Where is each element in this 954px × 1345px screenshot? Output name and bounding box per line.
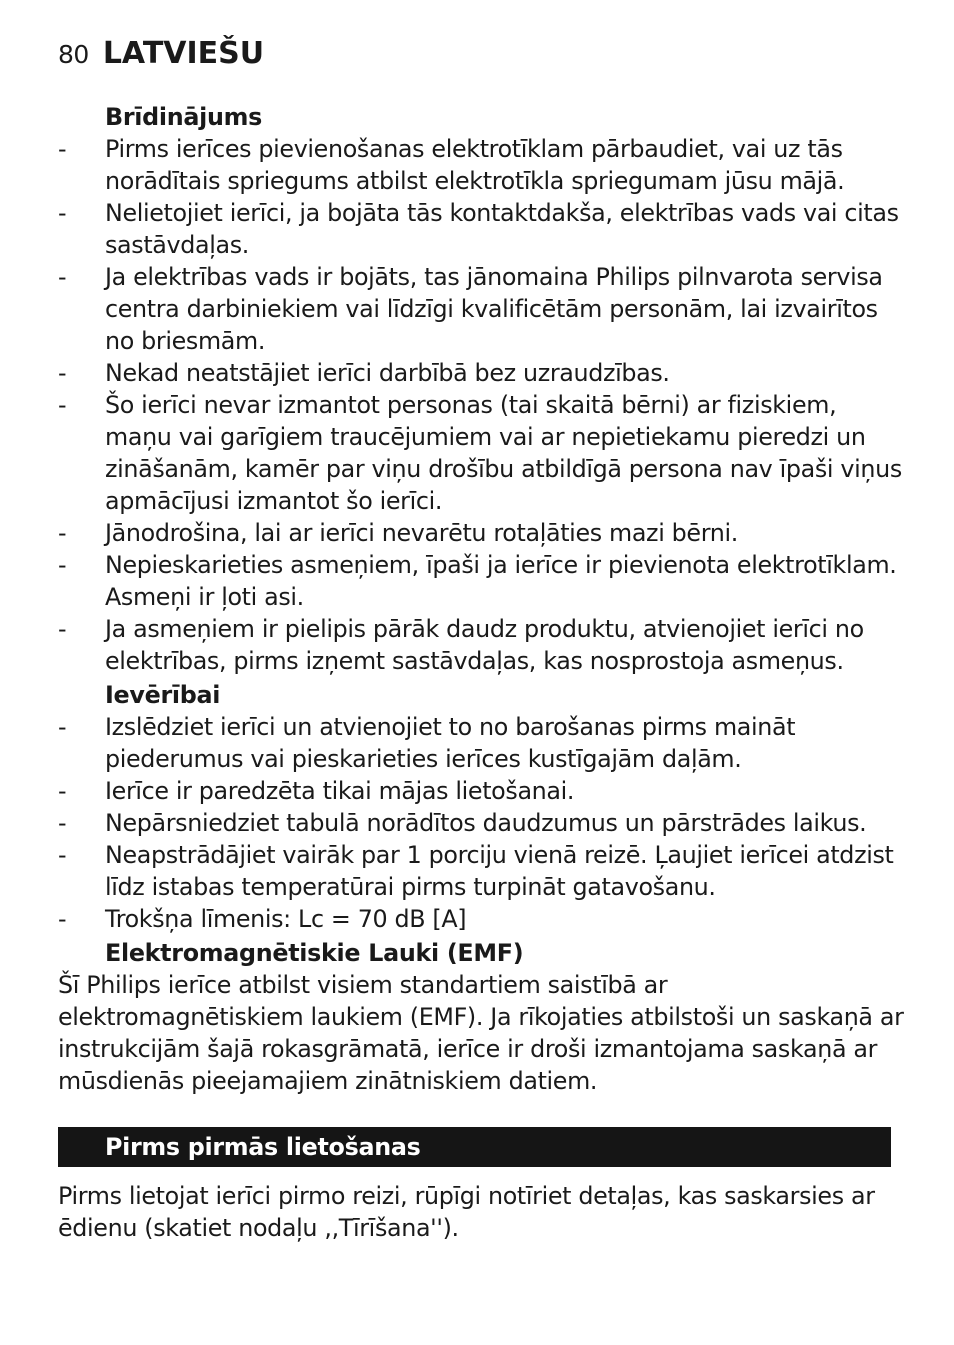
list-dash: - (58, 905, 67, 933)
list-dash: - (58, 359, 67, 387)
section-bar-before-first-use (58, 1127, 891, 1167)
before-first-use-paragraph: Pirms lietojat ierīci pirmo reizi, rūpīgi notīriet detaļas, kas saskarsies ar ēdienu (skatiet nodaļu ,,Tīrīšana''). (58, 1182, 875, 1242)
list-item (58, 261, 908, 357)
list-item (58, 389, 908, 517)
list-dash: - (58, 777, 67, 805)
list-dash: - (58, 519, 67, 547)
list-item-text: Jānodrošina, lai ar ierīci nevarētu rotaļāties mazi bērni. (105, 519, 738, 547)
warning-list (58, 133, 908, 677)
warning-heading: Brīdinājums (105, 103, 262, 131)
list-dash: - (58, 841, 67, 869)
list-item (58, 711, 908, 775)
list-item (58, 839, 908, 903)
list-item (58, 775, 908, 807)
list-item (58, 517, 908, 549)
list-item-text: Nelietojiet ierīci, ja bojāta tās kontaktdakša, elektrības vads vai citas sastāvdaļas. (105, 199, 899, 259)
list-dash: - (58, 713, 67, 741)
emf-paragraph: Šī Philips ierīce atbilst visiem standartiem saistībā ar elektromagnētiskiem laukiem (EMF). Ja rīkojaties atbilstoši un saskaņā ar instrukcijām šajā rokasgrāmatā, ierīce ir droši izmantojama saskaņā ar mūsdienās pieejamajiem zinātniskiem datiem. (58, 971, 904, 1095)
list-item-text: Šo ierīci nevar izmantot personas (tai skaitā bērni) ar fiziskiem, maņu vai garīgiem traucējumiem vai ar nepietiekamu pieredzi un zināšanām, kamēr par viņu drošību atbildīgā persona nav īpaši viņus apmācījusi izmantot šo ierīci. (105, 391, 902, 515)
page-header (58, 36, 264, 72)
list-dash: - (58, 809, 67, 837)
list-dash: - (58, 135, 67, 163)
caution-heading: Ievērībai (105, 681, 221, 709)
list-item-text: Ierīce ir paredzēta tikai mājas lietošanai. (105, 777, 575, 805)
list-item (58, 549, 908, 613)
list-dash: - (58, 551, 67, 579)
caution-list (58, 711, 908, 935)
list-dash: - (58, 391, 67, 419)
list-item (58, 133, 908, 197)
list-item-text: Nekad neatstājiet ierīci darbībā bez uzraudzības. (105, 359, 670, 387)
list-item-text: Ja asmeņiem ir pielipis pārāk daudz produktu, atvienojiet ierīci no elektrības, pirms izņemt sastāvdaļas, kas nosprostoja asmeņus. (105, 615, 864, 675)
page-number: 80 (58, 40, 89, 69)
emf-heading: Elektromagnētiskie Lauki (EMF) (105, 939, 524, 967)
list-dash: - (58, 199, 67, 227)
before-first-use-heading: Pirms pirmās lietošanas (105, 1133, 421, 1161)
list-item-text: Ja elektrības vads ir bojāts, tas jānomaina Philips pilnvarota servisa centra darbiniekiem vai līdzīgi kvalificētām personām, lai izvairītos no briesmām. (105, 263, 883, 355)
list-item (58, 357, 908, 389)
list-item (58, 613, 908, 677)
page-content (58, 101, 908, 1244)
list-item-text: Pirms ierīces pievienošanas elektrotīklam pārbaudiet, vai uz tās norādītais spriegums atbilst elektrotīkla spriegumam jūsu mājā. (105, 135, 845, 195)
page-language-title: LATVIEŠU (102, 36, 265, 71)
list-item-text: Izslēdziet ierīci un atvienojiet to no barošanas pirms maināt piederumus vai pieskarieties ierīces kustīgajām daļām. (105, 713, 796, 773)
list-item-text: Nepārsniedziet tabulā norādītos daudzumus un pārstrādes laikus. (105, 809, 867, 837)
list-dash: - (58, 615, 67, 643)
list-item-text: Neapstrādājiet vairāk par 1 porciju vienā reizē. Ļaujiet ierīcei atdzist līdz istabas temperatūrai pirms turpināt gatavošanu. (105, 841, 894, 901)
list-dash: - (58, 263, 67, 291)
list-item (58, 197, 908, 261)
list-item-text: Trokšņa līmenis: Lc = 70 dB [A] (105, 905, 467, 933)
list-item (58, 903, 908, 935)
list-item (58, 807, 908, 839)
list-item-text: Nepieskarieties asmeņiem, īpaši ja ierīce ir pievienota elektrotīklam. Asmeņi ir ļoti asi. (105, 551, 897, 611)
